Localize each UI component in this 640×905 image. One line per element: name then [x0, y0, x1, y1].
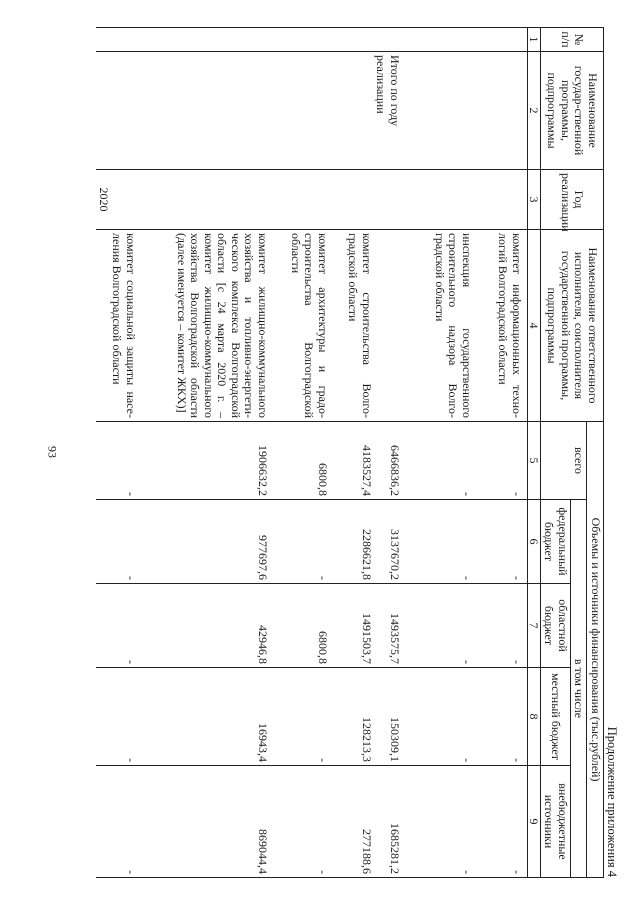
header-year: Год реализации — [541, 170, 604, 230]
header-executor: Наименование ответственного исполнителя, соисполнителя государственной программы, подпрограммы — [541, 230, 604, 422]
header-federal: федеральный бюджет — [541, 500, 571, 584]
cell-regional: 1491503,7 — [330, 584, 374, 668]
cell-executor: комитет социальной защиты насе-ления Волгоградской области — [96, 230, 138, 422]
cell-no — [96, 28, 528, 52]
cell-regional: - — [96, 584, 138, 668]
header-no: № п/п — [541, 28, 604, 52]
cell-program-name: Итого по году реализации — [96, 52, 402, 170]
cell-extrabudget: - — [474, 766, 528, 878]
table-header — [528, 28, 604, 878]
header-local: местный бюджет — [541, 668, 571, 766]
header-funding: Объемы и источники финансирования (тыс.рублей) — [587, 422, 604, 878]
cell-extrabudget: 1685281,2 — [374, 766, 402, 878]
column-number: 9 — [528, 766, 541, 878]
cell-extrabudget: - — [96, 766, 138, 878]
cell-local: 150309,1 — [374, 668, 402, 766]
cell-total: - — [96, 422, 138, 500]
cell-local: 16943,4 — [138, 668, 270, 766]
rotated-page — [60, 27, 620, 877]
header-including: в том числе — [571, 500, 588, 878]
cell-year: 2020 — [96, 170, 402, 230]
cell-executor: комитет архитектуры и градо-строительства Волгоградской области — [270, 230, 330, 422]
column-number: 7 — [528, 584, 541, 668]
column-number: 4 — [528, 230, 541, 422]
cell-extrabudget: 869044,4 — [138, 766, 270, 878]
cell-total: 6800,8 — [270, 422, 330, 500]
cell-total: 4183527,4 — [330, 422, 374, 500]
funding-table — [96, 27, 604, 878]
cell-local: - — [96, 668, 138, 766]
header-total: всего — [541, 422, 588, 500]
cell-program-name — [402, 52, 528, 170]
cell-federal: 977697,6 — [138, 500, 270, 584]
cell-federal: - — [270, 500, 330, 584]
cell-extrabudget: - — [402, 766, 474, 878]
cell-local: - — [270, 668, 330, 766]
cell-executor: комитет строительства Волго-градской области — [330, 230, 374, 422]
cell-executor: комитет жилищно-коммунального хозяйства и топливно-энергети-ческого комплекса Волгоградской области [с 24 марта 2020 г. – комитет жилищно-коммунального хозяйства Волгоградской области (далее именуется – комитет ЖКХ)] — [138, 230, 270, 422]
cell-total: 6466836,2 — [374, 422, 402, 500]
header-regional: областной бюджет — [541, 584, 571, 668]
cell-regional: - — [474, 584, 528, 668]
cell-local: - — [474, 668, 528, 766]
table-row — [474, 28, 528, 878]
column-number: 5 — [528, 422, 541, 500]
cell-regional: - — [402, 584, 474, 668]
cell-federal: - — [474, 500, 528, 584]
table-row-total — [374, 28, 402, 878]
cell-federal: 3137670,2 — [374, 500, 402, 584]
header-program-name: Наименование государ-ственной программы, подпрограммы — [541, 52, 604, 170]
column-number: 2 — [528, 52, 541, 170]
column-number: 6 — [528, 500, 541, 584]
cell-executor: комитет информационных техно-логий Волгоградской области — [474, 230, 528, 422]
cell-federal: - — [402, 500, 474, 584]
cell-executor: инспекция государственного строительного надзора Волго-градской области — [402, 230, 474, 422]
cell-extrabudget: 277188,6 — [330, 766, 374, 878]
cell-total: - — [402, 422, 474, 500]
continuation-caption: Продолжение приложения 4 — [605, 726, 619, 877]
column-number: 3 — [528, 170, 541, 230]
cell-regional: 6800,8 — [270, 584, 330, 668]
cell-federal: 2286621,8 — [330, 500, 374, 584]
column-numbers-row — [528, 28, 541, 878]
cell-regional: 42946,8 — [138, 584, 270, 668]
cell-total: - — [474, 422, 528, 500]
cell-executor — [374, 230, 402, 422]
column-number: 1 — [528, 28, 541, 52]
column-number: 8 — [528, 668, 541, 766]
cell-regional: 1493575,7 — [374, 584, 402, 668]
cell-federal: - — [96, 500, 138, 584]
cell-local: 128213,3 — [330, 668, 374, 766]
cell-year — [402, 170, 528, 230]
page-number: 93 — [45, 446, 60, 458]
cell-extrabudget: - — [270, 766, 330, 878]
cell-local: - — [402, 668, 474, 766]
header-extrabudget: внебюджетные источники — [541, 766, 571, 878]
cell-total: 1906632,2 — [138, 422, 270, 500]
